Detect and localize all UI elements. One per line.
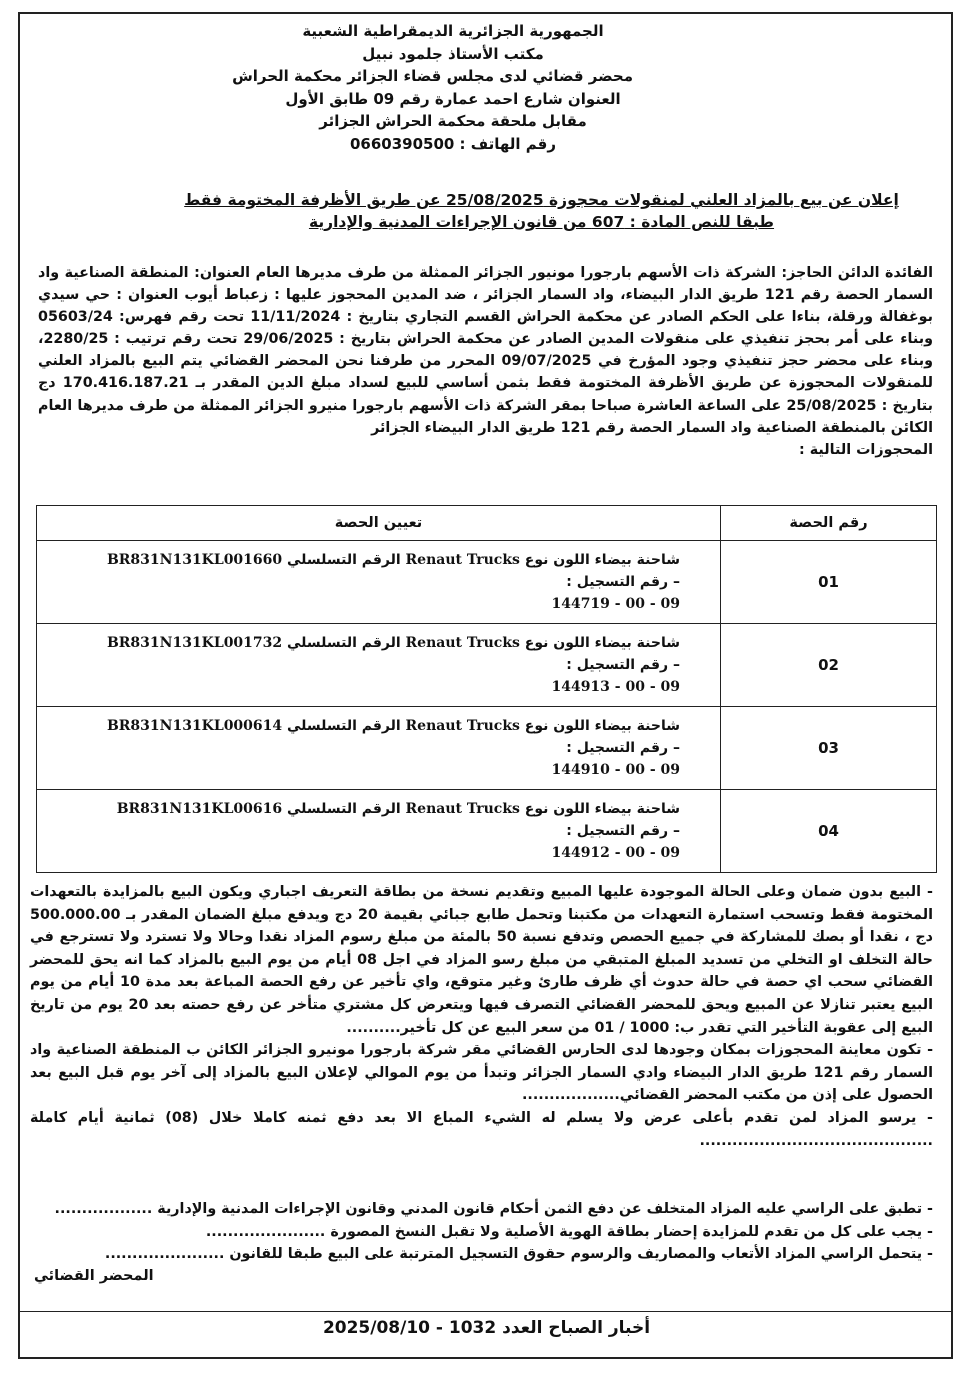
term-paragraph: - البيع بدون ضمان وعلى الحالة الموجودة عليها المبيع وتقديم نسخة من بطاقة التعريف اجباري ويكون البيع بالمزايدة بالتعهدات المختومة فقط وتسحب استمارة التعهدات من مكتبنا وتحمل طابع جبائي بقيمة 20 دج ويدفع مبلغ الضمان المقدر بـ 500.000.00 دج ، نقدا أو بصك للمشاركة في جميع الحصص وتدفع نسبة 50 بالمئة من مبلغ رسوم المزاد نقدا وحالا ولا تسترد ولا تسترجع في حالة التخلف او التخلي من تسديد المبلغ المتبقي من مبلغ رسو المزاد في اجل 08 أيام من يوم البيع بالمزاد كما انه يحق للمحضر القضائي سحب اي حصة في حالة حدوث أي ظرف طارئ وغير متوقع، واي تأخير عن رفع الحصة المباعة بعد مدة 10 أيام من يوم البيع يعتبر تنازلا عن المبيع ويحق للمحضر القضائي التصرف فيها ويتعرض كل مشتري متأخر عن رفع حصته بعد 20 يوم من تاريخ البيع إلى عقوبة التأخير التي تقدر ب: 1000 / 01 من سعر البيع عن كل تأخير.......... — [30, 884, 934, 1036]
header-line: محضر قضائي لدى مجلس قضاء الجزائر محكمة الحراش — [232, 67, 633, 85]
table-row — [37, 624, 937, 707]
serial-label: الرقم التسلسلي — [287, 718, 401, 734]
term-paragraph: - تكون معاينة المحجوزات بمكان وجودها لدى الحارس القضائي مقر شركة بارجورا مونيرو الجزائر الكائن ب المنطقة الصناعية واد السمار رقم 121 طريق الدار البيضاء وادي السمار الجزائر وتبدأ من يوم الموالي لإعلان البيع بالمزاد إلى آخر يوم قبل البيع بعد الحصول على إذن من مكتب المحضر القضائي.................. — [30, 1042, 933, 1104]
lot-number: 02 — [721, 624, 937, 707]
header-line: الجمهورية الجزائرية الديمقراطية الشعبية — [302, 22, 604, 40]
title-line-1: إعلان عن بيع بالمزاد العلني لمنقولات محجوزة 25/08/2025 عن طريق الأظرفة المختومة فقط — [184, 191, 899, 209]
footer-divider — [20, 1311, 953, 1312]
lot-number: 04 — [721, 790, 937, 873]
truck-brand: Renaut Trucks — [405, 801, 520, 817]
lot-number: 01 — [721, 541, 937, 624]
serial-number: BR831N131KL00616 — [116, 801, 283, 817]
newspaper-footer: أخبار الصباح العدد 1032 - 2025/08/10 — [322, 1318, 651, 1338]
table-row — [37, 790, 937, 873]
serial-number: BR831N131KL001660 — [106, 552, 283, 568]
body-text: الفائدة الدائن الحاجز: الشركة ذات الأسهم بارجورا مونيور الجزائر الممثلة من طرف مديرها العام العنوان: المنطقة الصناعية واد السمار الحصة رقم 121 طريق الدار البيضاء، واد السمار الجزائر ، ضد المدين المحجوز عليها : زعباط أيوب العنوان : حي سيدي بوغفالة ورقلة، بناءا على الحكم الصادر عن محكمة الحراش القسم التجاري بتاريخ : 11/11/2024 تحت رقم فهرس: 05603/24 وبناء على أمر بحجز تنفيذي على منقولات المدين الصادر عن محكمة الحراش بتاريخ : 29/06/2025 تحت رقم ترتيب : 2280/25، وبناء على محضر حجز تنفيذي وجود المؤرخ في 09/07/2025 المحرر من طرفنا نحن المحضر القضائي يتم البيع بالمزاد العلني للمنقولات المحجوزة عن طريق الأظرفة المختومة فقط بثمن أساسي للبيع لسداد مبلغ الدين المقدر بـ 170.416.187.21 دج بتاريخ : 25/08/2025 على الساعة العاشرة صباحا بمقر الشركة ذات الأسهم بارجورا منيرو الجزائر الممثلة من طرف مديرها العام الكائن بالمنطقة الصناعية واد السمار الحصة رقم 121 طريق الدار البيضاء الجزائر — [38, 265, 933, 436]
table-row — [37, 707, 937, 790]
rule-line: - يجب على كل من تقدم للمزايدة إحضار بطاقة الهوية الأصلية ولا تقبل النسخ المصورة ...................... — [205, 1223, 933, 1240]
registration-label: – رقم التسجيل : — [566, 574, 680, 590]
title-line-2: طبقا للنص المادة : 607 من قانون الإجراءات المدنية والإدارية — [308, 213, 775, 231]
seized-label: المحجوزات التالية : — [799, 441, 933, 458]
rule-line: - يتحمل الراسي المزاد الأتعاب والمصاريف والرسوم حقوق التسجيل المترتبة على البيع طبقا للقانون ...................... — [104, 1246, 933, 1263]
lot-description — [37, 541, 721, 624]
rule-line: - تطبق على الراسي عليه المزاد المتخلف عن دفع الثمن أحكام قانون المدني وقانون الإجراءات المدنية والإدارية .................. — [54, 1201, 933, 1217]
truck-brand: Renaut Trucks — [405, 718, 520, 734]
header-line: مكتب الأستاذ جلمود نبيل — [362, 44, 544, 63]
truck-type: شاحنة بيضاء اللون نوع — [524, 801, 680, 817]
table-row — [37, 541, 937, 624]
serial-number: BR831N131KL000614 — [106, 718, 283, 734]
header-lot-number: رقم الحصة — [721, 506, 937, 541]
lot-description — [37, 624, 721, 707]
announcement-body — [38, 262, 933, 461]
truck-type: شاحنة بيضاء اللون نوع — [524, 635, 680, 651]
sale-rules — [30, 1198, 933, 1266]
table-header-row — [37, 506, 937, 541]
sale-terms — [30, 881, 933, 1152]
registration-number: 144910 - 00 - 09 — [551, 762, 680, 778]
serial-number: BR831N131KL001732 — [106, 635, 283, 651]
signature: المحضر القضائي — [34, 1268, 154, 1284]
header-line: رقم الهاتف : 0660390500 — [349, 134, 557, 153]
announcement-title — [150, 189, 933, 233]
header-line: العنوان شارع احمد عمارة رقم 09 طابق الأول — [285, 89, 621, 108]
term-paragraph: - يرسو المزاد لمن تقدم بأعلى عرض ولا يسلم له الشيء المباع الا بعد دفع ثمنه كاملا خلال (08) ثمانية أيام كاملة ........................................... — [30, 1109, 933, 1149]
header-lot-description: تعيين الحصة — [37, 506, 721, 541]
registration-label: – رقم التسجيل : — [566, 657, 680, 673]
truck-type: شاحنة بيضاء اللون نوع — [524, 552, 680, 568]
serial-label: الرقم التسلسلي — [287, 552, 401, 568]
registration-number: 144913 - 00 - 09 — [551, 679, 680, 695]
serial-label: الرقم التسلسلي — [287, 635, 401, 651]
header-line: مقابل ملحقة محكمة الحراش الجزائر — [319, 112, 587, 130]
registration-label: – رقم التسجيل : — [566, 740, 680, 756]
serial-label: الرقم التسلسلي — [287, 801, 401, 817]
lot-description — [37, 707, 721, 790]
registration-number: 144719 - 00 - 09 — [551, 596, 680, 612]
registration-label: – رقم التسجيل : — [566, 823, 680, 839]
lots-table — [36, 505, 937, 873]
registration-number: 144912 - 00 - 09 — [551, 845, 680, 861]
truck-type: شاحنة بيضاء اللون نوع — [524, 718, 680, 734]
truck-brand: Renaut Trucks — [405, 552, 520, 568]
truck-brand: Renaut Trucks — [405, 635, 520, 651]
lot-number: 03 — [721, 707, 937, 790]
lot-description — [37, 790, 721, 873]
bailiff-header — [232, 20, 633, 155]
